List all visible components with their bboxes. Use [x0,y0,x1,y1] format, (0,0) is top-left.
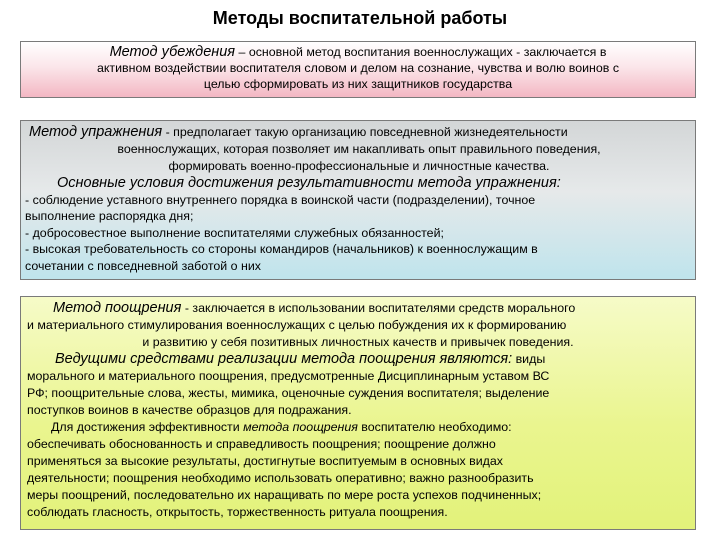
encouragement-rule-item: деятельности; поощрения необходимо использовать оперативно; важно разнообразить [27,471,534,485]
page-title: Методы воспитательной работы [212,8,508,28]
encouragement-effectiveness-line [27,419,689,436]
encouragement-line-2: и материального стимулирования военнослужащих с целью побуждения их к формированию [27,318,567,332]
encouragement-eff-italic: метода поощрения [243,420,358,434]
persuasion-line-3: целью сформировать из них защитников государства [203,77,513,91]
encouragement-rule-item: соблюдать гласность, открытость, торжественность ритуала поощрения. [27,505,448,519]
exercise-conditions-heading: Основные условия достижения результативности метода упражнения: [57,175,561,191]
exercise-condition-item: - соблюдение уставного внутреннего порядка в воинской части (подразделении), точное [25,193,536,207]
exercise-condition-item: выполнение распорядка дня; [25,209,194,224]
encouragement-means-line [27,351,689,368]
exercise-line-3: формировать военно-профессиональные и личностные качества. [168,159,550,173]
encouragement-method-box [20,296,696,530]
exercise-heading: Метод упражнения [29,124,163,140]
exercise-text-1: - предполагает такую организацию повседневной жизнедеятельности [162,125,568,139]
persuasion-line-1 [21,44,695,60]
exercise-line-1 [29,124,689,141]
exercise-condition-item: - добросовестное выполнение воспитателями служебных обязанностей; [25,225,444,240]
encouragement-heading: Метод поощрения [53,300,182,316]
exercise-line-2: военнослужащих, которая позволяет им накапливать опыт правильного поведения, [117,142,601,156]
encouragement-means-item: поступков воинов в качестве образцов для подражания. [27,403,352,417]
encouragement-rule-item: меры поощрений, последовательно их наращивать по мере роста успехов подчиненных; [27,488,542,502]
persuasion-heading: Метод убеждения [109,44,236,60]
encouragement-eff-pre: Для достижения эффективности [51,420,244,434]
exercise-method-box [20,120,696,280]
persuasion-text-1: – основной метод воспитания военнослужащих - заключается в [235,45,607,59]
encouragement-means-tail: виды [512,352,546,366]
encouragement-line-3: и развитию у себя позитивных личностных качеств и привычек поведения. [142,335,574,349]
encouragement-rule-item: обеспечивать обоснованность и справедливость поощрения; поощрение должно [27,437,496,451]
persuasion-method-box [20,41,696,98]
encouragement-means-item: морального и материального поощрения, предусмотренные Дисциплинарным уставом ВС [27,369,550,383]
encouragement-rule-item: применяться за высокие результаты, достигнутые воспитуемым в основных видах [27,454,504,468]
exercise-condition-item: сочетании с повседневной заботой о них [25,258,261,273]
encouragement-means-heading: Ведущими средствами реализации метода поощрения являются: [55,351,513,367]
persuasion-line-2: активном воздействии воспитателя словом и делом на сознание, чувства и волю воинов с [96,61,620,75]
encouragement-line-1 [27,300,689,317]
encouragement-eff-post: воспитателю необходимо: [357,420,512,434]
encouragement-means-item: РФ; поощрительные слова, жесты, мимика, оценочные суждения воспитателя; выделение [27,386,550,400]
exercise-condition-item: - высокая требовательность со стороны командиров (начальников) к военнослужащим в [25,242,538,257]
encouragement-text-1: - заключается в использовании воспитателями средств морального [181,301,576,315]
